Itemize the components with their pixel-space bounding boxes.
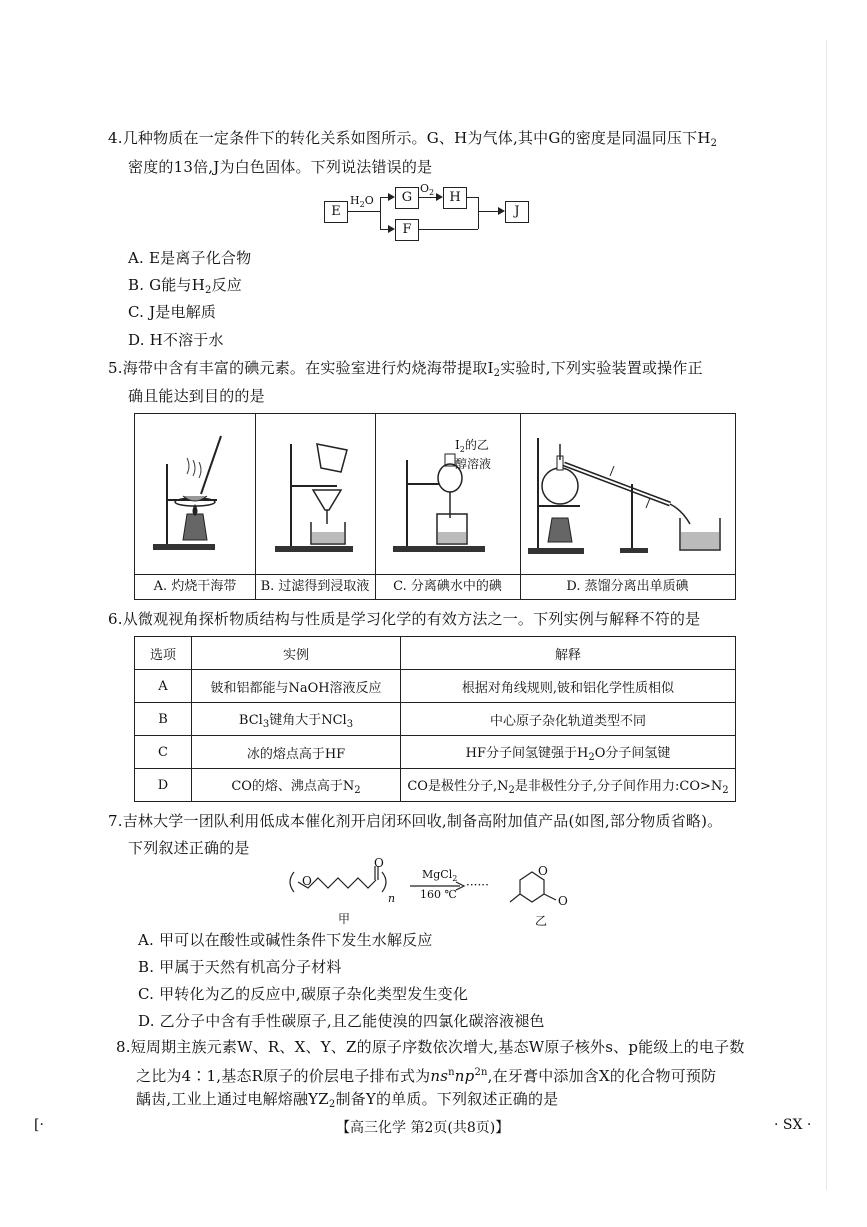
header-explanation: 解释	[401, 637, 736, 670]
box-E: E	[324, 201, 348, 223]
box-F: F	[395, 219, 419, 241]
q7-option-a: A. 甲可以在酸性或碱性条件下发生水解反应	[138, 931, 433, 949]
q4-option-c: C. J是电解质	[128, 303, 217, 321]
h2o-label: $H_2O$	[350, 194, 374, 209]
cell-example: BCl$_3$键角大于NCl$_3$	[192, 703, 401, 736]
cell-explanation: 中心原子杂化轨道类型不同	[401, 703, 736, 736]
q4-option-b: B. G能与$H_2$反应	[128, 276, 242, 296]
label-i2-ethanol: $I_2$的乙 醇溶液	[455, 438, 492, 471]
apparatus-a	[135, 414, 256, 599]
cell-option: D	[135, 769, 192, 802]
q7-option-d: D. 乙分子中含有手性碳原子,且乙能使溴的四氯化碳溶液褪色	[138, 1012, 545, 1030]
label-yi: 乙	[535, 914, 548, 928]
oxygen-atom: O	[538, 864, 548, 878]
arrow-line	[347, 211, 381, 212]
o2-label: $O_2$	[420, 182, 435, 197]
cell-explanation: HF分子间氢键强于$H_2O$分子间氢键	[401, 736, 736, 769]
page-edge	[826, 40, 827, 1190]
table-row	[135, 769, 736, 802]
distillation-illustration	[520, 414, 735, 574]
caption-a: A. 灼烧干海带	[135, 574, 255, 599]
arrow-head	[436, 193, 443, 201]
apparatus-c	[375, 414, 521, 599]
oxygen-atom: O	[558, 894, 568, 908]
q8-stem-line1: 8.短周期主族元素W、R、X、Y、Z的原子序数依次增大,基态W原子核外s、p能级上的电子数	[116, 1038, 745, 1056]
separatory-funnel-illustration	[375, 414, 520, 574]
box-J: J	[505, 201, 529, 223]
q7-stem-line2: 下列叙述正确的是	[128, 839, 250, 857]
q4-option-a: A. E是离子化合物	[128, 249, 252, 267]
table-row	[135, 703, 736, 736]
arrow-line	[418, 197, 438, 198]
oxygen-atom: O	[374, 856, 384, 870]
table-row	[135, 736, 736, 769]
footer-left-mark: [·	[34, 1117, 44, 1133]
arrow-head	[388, 225, 395, 233]
q4-stem-line2: 密度的13倍,J为白色固体。下列说法错误的是	[128, 158, 433, 176]
ellipsis: ······	[466, 878, 489, 892]
arrow-line	[418, 229, 478, 230]
footer-page-info: 【高三化学 第2页(共8页)】	[336, 1120, 510, 1136]
caption-c: C. 分离碘水中的碘	[375, 574, 520, 599]
q7-option-c: C. 甲转化为乙的反应中,碳原子杂化类型发生变化	[138, 985, 469, 1003]
arrow-line	[478, 211, 500, 212]
cell-option: A	[135, 670, 192, 703]
box-H: H	[443, 187, 467, 209]
cell-example: CO的熔、沸点高于$N_2$	[192, 769, 401, 802]
cell-option: C	[135, 736, 192, 769]
header-example: 实例	[192, 637, 401, 670]
q4-conversion-diagram	[320, 184, 530, 240]
merge-line	[478, 197, 479, 229]
q8-stem-line3: 龋齿,工业上通过电解熔融$YZ_2$制备Y的单质。下列叙述正确的是	[136, 1090, 559, 1110]
q8-stem-line2: 之比为4∶1,基态R原子的价层电子排布式为$ns^nnp^{2n}$,在牙膏中添加含X的化合物可预防	[136, 1067, 717, 1085]
caption-b: B. 过滤得到浸取液	[255, 574, 375, 599]
label-jia: 甲	[338, 912, 351, 926]
q5-stem-line1: 5.海带中含有丰富的碘元素。在实验室进行灼烧海带提取$I_2$实验时,下列实验装置或操作正	[108, 359, 703, 379]
arrow-head	[498, 207, 505, 215]
q4-option-d: D. H不溶于水	[128, 331, 224, 349]
filtration-illustration	[255, 414, 375, 574]
q7-stem-line1: 7.吉林大学一团队利用低成本催化剂开启闭环回收,制备高附加值产品(如图,部分物质省略)。	[108, 812, 723, 830]
q4-stem-line1: 4.几种物质在一定条件下的转化关系如图所示。G、H为气体,其中G的密度是同温同压下$H_2$	[108, 129, 718, 149]
q5-apparatus-figure	[134, 413, 736, 600]
table-row	[135, 670, 736, 703]
burning-seaweed-illustration	[135, 414, 255, 574]
footer-code: · SX ·	[774, 1117, 812, 1133]
cell-explanation: CO是极性分子$,N_2$是非极性分子,分子间作用力$:CO>N_2$	[401, 769, 736, 802]
branch-line	[380, 197, 381, 229]
condition-label: 160 ℃	[420, 888, 457, 901]
apparatus-d	[520, 414, 735, 599]
reagent-label: MgCl$_2$	[422, 868, 458, 883]
cell-option: B	[135, 703, 192, 736]
header-option: 选项	[135, 637, 192, 670]
apparatus-b	[255, 414, 376, 599]
cell-example: 铍和铝都能与NaOH溶液反应	[192, 670, 401, 703]
table-header-row	[135, 637, 736, 670]
caption-d: D. 蒸馏分离出单质碘	[520, 574, 735, 599]
q5-stem-line2: 确且能达到目的的是	[128, 387, 265, 405]
q6-table	[134, 636, 736, 802]
box-G: G	[395, 187, 419, 209]
oxygen-atom: O	[302, 874, 312, 888]
cell-example: 冰的熔点高于HF	[192, 736, 401, 769]
arrow-line	[466, 197, 478, 198]
cell-explanation: 根据对角线规则,铍和铝化学性质相似	[401, 670, 736, 703]
q7-reaction-scheme	[280, 858, 590, 928]
arrow-head	[388, 193, 395, 201]
repeat-n: n	[388, 892, 396, 905]
q6-stem: 6.从微观视角探析物质结构与性质是学习化学的有效方法之一。下列实例与解释不符的是	[108, 610, 701, 628]
q7-option-b: B. 甲属于天然有机高分子材料	[138, 958, 342, 976]
